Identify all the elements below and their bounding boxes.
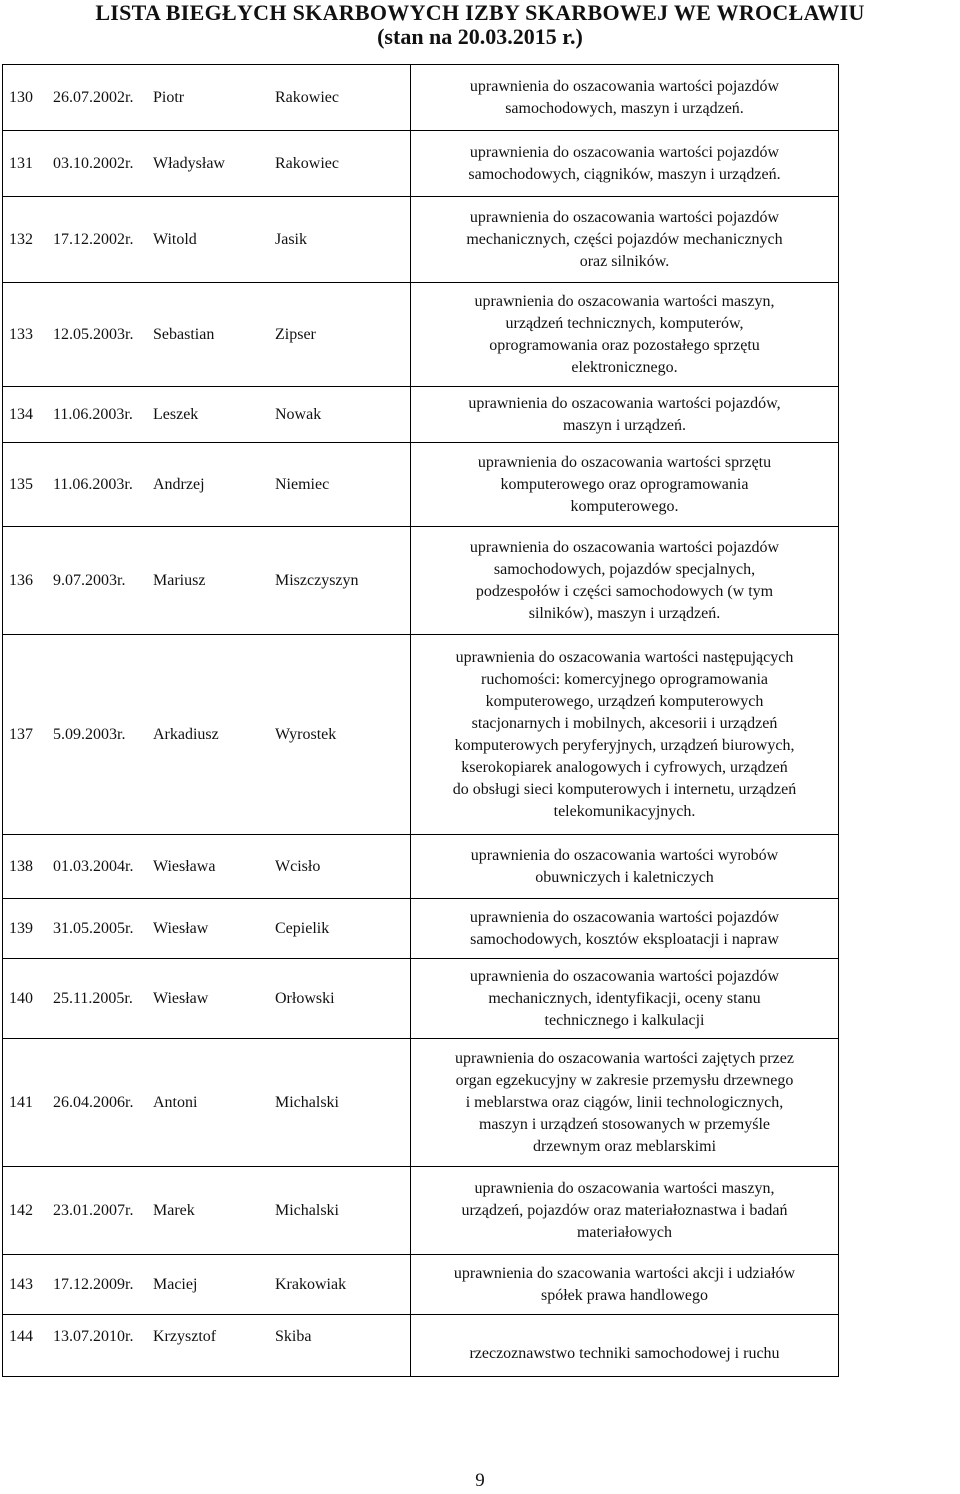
- first-name: Władysław: [153, 154, 225, 172]
- first-name: Leszek: [153, 405, 199, 423]
- qualification-cell: [411, 387, 839, 443]
- qualification-line: uprawnienia do oszacowania wartości maszyn,: [474, 292, 775, 310]
- qualification-cell: [411, 959, 839, 1039]
- qualification-line: mechanicznych, identyfikacji, oceny stanu: [488, 989, 761, 1007]
- row-number: 144: [9, 1327, 33, 1345]
- qualification-line: uprawnienia do oszacowania wartości pojazdów: [469, 208, 780, 226]
- row-number: 137: [9, 725, 33, 743]
- entry-date: 12.05.2003r.: [53, 325, 134, 343]
- first-name: Wiesław: [153, 989, 209, 1007]
- expert-cell: [3, 899, 411, 959]
- qualification-line: uprawnienia do oszacowania wartości pojazdów: [469, 143, 780, 161]
- entry-date: 17.12.2002r.: [53, 230, 134, 248]
- entry-date: 25.11.2005r.: [53, 989, 133, 1007]
- qualification-cell: [411, 899, 839, 959]
- first-name: Antoni: [153, 1093, 198, 1111]
- qualification-line: uprawnienia do oszacowania wartości pojazdów: [469, 538, 780, 556]
- first-name: Witold: [153, 230, 197, 248]
- qualification-line: organ egzekucyjny w zakresie przemysłu drzewnego: [455, 1071, 794, 1089]
- first-name: Arkadiusz: [153, 725, 219, 743]
- last-name: Orłowski: [275, 989, 335, 1007]
- qualification-line: uprawnienia do oszacowania wartości zajętych przez: [455, 1049, 794, 1067]
- first-name: Wiesława: [153, 857, 216, 875]
- qualification-line: uprawnienia do oszacowania wartości pojazdów: [469, 967, 780, 985]
- first-name: Marek: [153, 1201, 195, 1219]
- qualification-line: uprawnienia do oszacowania wartości maszyn,: [474, 1179, 775, 1197]
- qualification-cell: [411, 443, 839, 527]
- row-number: 140: [9, 989, 33, 1007]
- table-row: [3, 443, 839, 527]
- table-row: [3, 635, 839, 835]
- expert-cell: [3, 283, 411, 387]
- row-number: 141: [9, 1093, 33, 1111]
- qualification-cell: [411, 527, 839, 635]
- qualification-line: uprawnienia do oszacowania wartości następujących: [455, 648, 794, 666]
- row-number: 133: [9, 325, 33, 343]
- row-number: 135: [9, 475, 33, 493]
- qualification-line: urządzeń technicznych, komputerów,: [505, 314, 744, 332]
- entry-date: 26.04.2006r.: [53, 1093, 134, 1111]
- qualification-line: stacjonarnych i mobilnych, akcesorii i urządzeń: [471, 714, 778, 732]
- table-row: [3, 65, 839, 131]
- table-row: [3, 197, 839, 283]
- qualification-line: maszyn i urządzeń stosowanych w przemyśle: [478, 1115, 770, 1133]
- entry-date: 23.01.2007r.: [53, 1201, 134, 1219]
- qualification-line: i meblarstwa oraz ciągów, linii technologicznych,: [465, 1093, 784, 1111]
- table-row: [3, 283, 839, 387]
- last-name: Wyrostek: [275, 725, 337, 743]
- expert-cell: [3, 527, 411, 635]
- experts-table: [2, 64, 839, 1377]
- last-name: Krakowiak: [275, 1275, 347, 1293]
- last-name: Niemiec: [275, 475, 330, 493]
- qualification-line: maszyn i urządzeń.: [562, 416, 687, 434]
- expert-cell: [3, 131, 411, 197]
- qualification-line: mechanicznych, części pojazdów mechanicznych: [466, 230, 783, 248]
- expert-cell: [3, 387, 411, 443]
- entry-date: 31.05.2005r.: [53, 919, 134, 937]
- qualification-cell: [411, 1167, 839, 1255]
- entry-date: 01.03.2004r.: [53, 857, 134, 875]
- entry-date: 03.10.2002r.: [53, 154, 134, 172]
- qualification-line: silników), maszyn i urządzeń.: [528, 604, 721, 622]
- table-row: [3, 1315, 839, 1377]
- qualification-line: komputerowego, urządzeń komputerowych: [485, 692, 764, 710]
- expert-cell: [3, 959, 411, 1039]
- qualification-line: komputerowego.: [570, 497, 679, 515]
- qualification-line: urządzeń, pojazdów oraz materiałoznastwa i badań: [461, 1201, 788, 1219]
- qualification-line: samochodowych, ciągników, maszyn i urządzeń.: [468, 165, 781, 183]
- qualification-line: do obsługi sieci komputerowych i internetu, urządzeń: [452, 780, 797, 798]
- table-row: [3, 959, 839, 1039]
- page-number: 9: [475, 1470, 485, 1491]
- qualification-line: podzespołów i części samochodowych (w tym: [475, 582, 774, 600]
- qualification-line: oprogramowania oraz pozostałego sprzętu: [489, 336, 760, 354]
- entry-date: 9.07.2003r.: [53, 571, 126, 589]
- row-number: 143: [9, 1275, 33, 1293]
- last-name: Miszczyszyn: [275, 571, 359, 589]
- last-name: Rakowiec: [275, 154, 339, 172]
- table-row: [3, 387, 839, 443]
- row-number: 134: [9, 405, 33, 423]
- qualification-line: samochodowych, maszyn i urządzeń.: [505, 99, 744, 117]
- first-name: Sebastian: [153, 325, 215, 343]
- last-name: Cepielik: [275, 919, 330, 937]
- expert-cell: [3, 835, 411, 899]
- last-name: Rakowiec: [275, 88, 339, 106]
- qualification-line: uprawnienia do oszacowania wartości pojazdów,: [468, 394, 781, 412]
- entry-date: 13.07.2010r.: [53, 1327, 134, 1345]
- qualification-cell: [411, 1039, 839, 1167]
- expert-cell: [3, 635, 411, 835]
- entry-date: 26.07.2002r.: [53, 88, 134, 106]
- qualification-line: samochodowych, pojazdów specjalnych,: [493, 560, 756, 578]
- expert-cell: [3, 1039, 411, 1167]
- first-name: Andrzej: [153, 475, 205, 493]
- qualification-line: drzewnym oraz meblarskimi: [532, 1137, 717, 1155]
- qualification-cell: [411, 835, 839, 899]
- first-name: Maciej: [153, 1275, 198, 1293]
- qualification-line: ruchomości: komercyjnego oprogramowania: [480, 670, 769, 688]
- last-name: Michalski: [275, 1093, 339, 1111]
- qualification-cell: [411, 1315, 839, 1377]
- row-number: 136: [9, 571, 33, 589]
- expert-cell: [3, 1315, 411, 1377]
- first-name: Piotr: [153, 88, 185, 106]
- qualification-line: telekomunikacyjnych.: [553, 802, 696, 820]
- document-title: LISTA BIEGŁYCH SKARBOWYCH IZBY SKARBOWEJ WE WROCŁAWIU: [95, 0, 865, 25]
- qualification-line: uprawnienia do oszacowania wartości sprzętu: [477, 453, 772, 471]
- entry-date: 17.12.2009r.: [53, 1275, 134, 1293]
- qualification-line: uprawnienia do oszacowania wartości pojazdów: [469, 908, 780, 926]
- table-row: [3, 1167, 839, 1255]
- row-number: 139: [9, 919, 33, 937]
- qualification-cell: [411, 197, 839, 283]
- last-name: Skiba: [275, 1327, 312, 1345]
- row-number: 138: [9, 857, 33, 875]
- qualification-line: uprawnienia do oszacowania wartości pojazdów: [469, 77, 780, 95]
- qualification-line: uprawnienia do szacowania wartości akcji i udziałów: [453, 1264, 796, 1282]
- qualification-line: uprawnienia do oszacowania wartości wyrobów: [470, 846, 779, 864]
- last-name: Michalski: [275, 1201, 339, 1219]
- qualification-line: materiałowych: [576, 1223, 673, 1241]
- qualification-line: samochodowych, kosztów eksploatacji i napraw: [470, 930, 779, 948]
- entry-date: 11.06.2003r.: [53, 475, 133, 493]
- row-number: 132: [9, 230, 33, 248]
- last-name: Nowak: [275, 405, 322, 423]
- qualification-line: technicznego i kalkulacji: [544, 1011, 705, 1029]
- expert-cell: [3, 1167, 411, 1255]
- qualification-line: elektronicznego.: [571, 358, 678, 376]
- table-row: [3, 835, 839, 899]
- last-name: Jasik: [275, 230, 307, 248]
- qualification-line: komputerowych peryferyjnych, urządzeń biurowych,: [454, 736, 795, 754]
- first-name: Krzysztof: [153, 1327, 217, 1345]
- first-name: Wiesław: [153, 919, 209, 937]
- first-name: Mariusz: [153, 571, 206, 589]
- entry-date: 5.09.2003r.: [53, 725, 126, 743]
- qualification-line: obuwniczych i kaletniczych: [535, 868, 714, 886]
- document-subtitle: (stan na 20.03.2015 r.): [377, 24, 583, 49]
- qualification-cell: [411, 283, 839, 387]
- entry-date: 11.06.2003r.: [53, 405, 133, 423]
- table-row: [3, 1039, 839, 1167]
- last-name: Zipser: [275, 325, 316, 343]
- qualification-line: spółek prawa handlowego: [540, 1286, 709, 1304]
- qualification-line: komputerowego oraz oprogramowania: [500, 475, 749, 493]
- row-number: 142: [9, 1201, 33, 1219]
- qualification-cell: [411, 1255, 839, 1315]
- row-number: 131: [9, 154, 33, 172]
- last-name: Wcisło: [275, 857, 321, 875]
- qualification-cell: [411, 65, 839, 131]
- qualification-cell: [411, 131, 839, 197]
- table-row: [3, 131, 839, 197]
- table-row: [3, 1255, 839, 1315]
- qualification-line: kserokopiarek analogowych i cyfrowych, urządzeń: [461, 758, 788, 776]
- qualification-line: rzeczoznawstwo techniki samochodowej i ruchu: [469, 1344, 780, 1362]
- expert-cell: [3, 197, 411, 283]
- qualification-cell: [411, 635, 839, 835]
- row-number: 130: [9, 88, 33, 106]
- expert-cell: [3, 443, 411, 527]
- table-row: [3, 899, 839, 959]
- expert-cell: [3, 1255, 411, 1315]
- expert-cell: [3, 65, 411, 131]
- qualification-line: oraz silników.: [579, 252, 670, 270]
- table-row: [3, 527, 839, 635]
